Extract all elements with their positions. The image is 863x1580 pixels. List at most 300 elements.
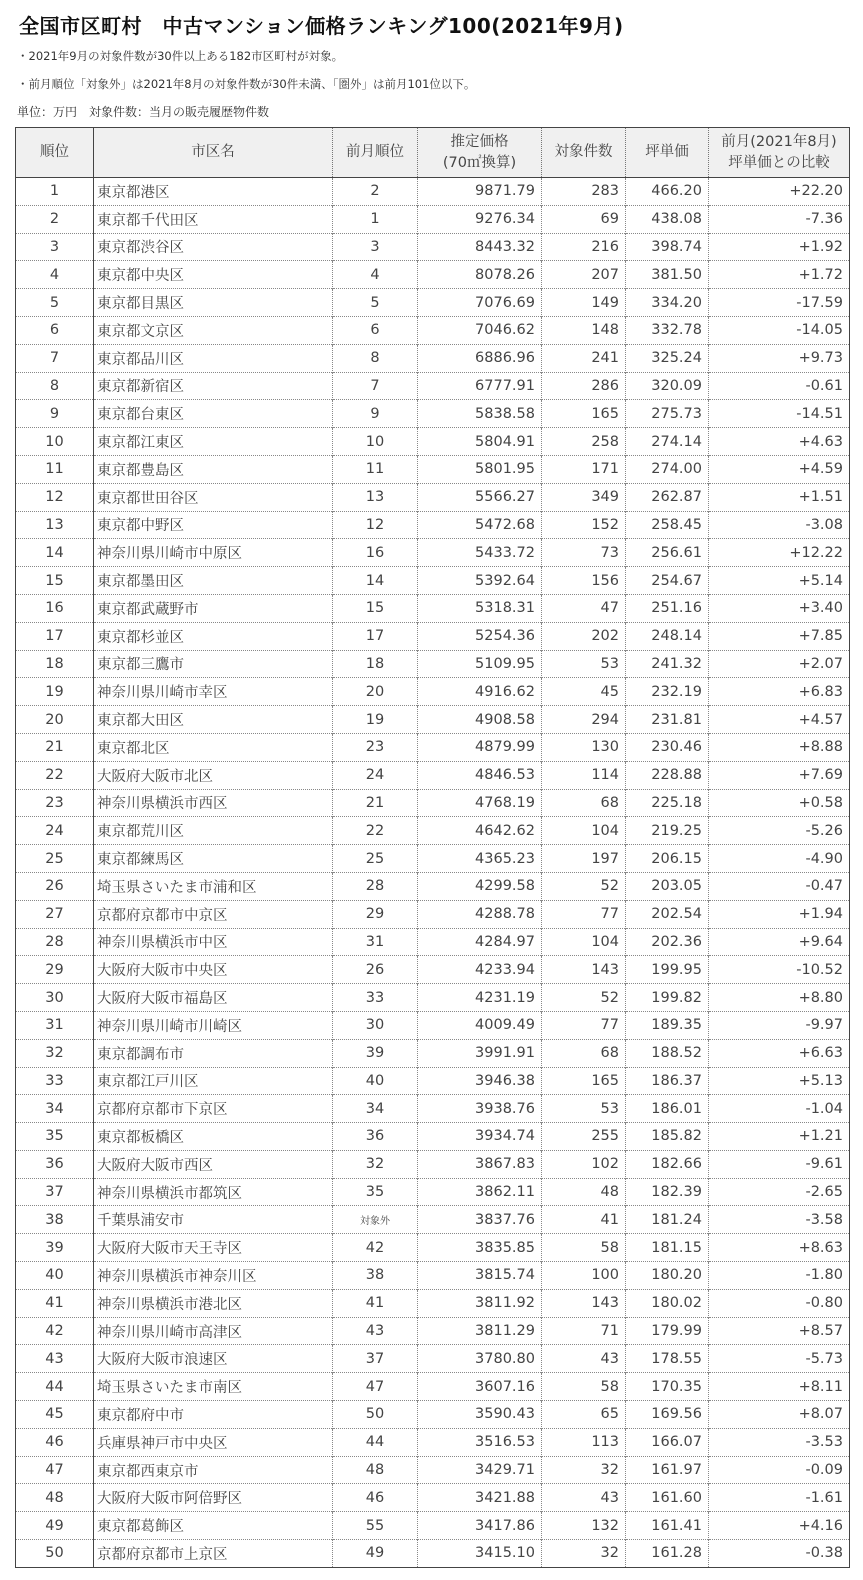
cell-tsubo: 181.15 (626, 1234, 709, 1262)
cell-diff: +8.80 (709, 984, 850, 1012)
cell-prev-rank: 15 (333, 594, 418, 622)
cell-price: 3607.16 (418, 1373, 542, 1401)
table-row (16, 1123, 850, 1151)
cell-name: 大阪府大阪市北区 (94, 761, 333, 789)
cell-name: 京都府京都市中京区 (94, 900, 333, 928)
cell-price: 4768.19 (418, 789, 542, 817)
cell-rank: 11 (16, 455, 94, 483)
cell-count: 165 (542, 1067, 626, 1095)
cell-rank: 23 (16, 789, 94, 817)
cell-tsubo: 325.24 (626, 344, 709, 372)
cell-price: 5254.36 (418, 622, 542, 650)
cell-diff: +4.57 (709, 706, 850, 734)
cell-prev-rank: 33 (333, 984, 418, 1012)
cell-diff: +9.73 (709, 344, 850, 372)
cell-prev-rank: 11 (333, 455, 418, 483)
cell-price: 4299.58 (418, 872, 542, 900)
cell-prev-rank: 32 (333, 1150, 418, 1178)
cell-name: 東京都中央区 (94, 261, 333, 289)
cell-count: 43 (542, 1484, 626, 1512)
cell-prev-rank: 5 (333, 289, 418, 317)
cell-count: 53 (542, 1095, 626, 1123)
cell-count: 32 (542, 1456, 626, 1484)
cell-count: 104 (542, 928, 626, 956)
cell-price: 3938.76 (418, 1095, 542, 1123)
cell-tsubo: 186.01 (626, 1095, 709, 1123)
cell-rank: 34 (16, 1095, 94, 1123)
table-row (16, 1484, 850, 1512)
cell-diff: -3.53 (709, 1428, 850, 1456)
table-row (16, 233, 850, 261)
cell-tsubo: 170.35 (626, 1373, 709, 1401)
cell-name: 東京都世田谷区 (94, 483, 333, 511)
table-row (16, 761, 850, 789)
cell-prev-rank: 29 (333, 900, 418, 928)
cell-prev-rank: 38 (333, 1262, 418, 1290)
table-body (16, 178, 850, 1568)
cell-name: 神奈川県横浜市港北区 (94, 1289, 333, 1317)
cell-diff: +5.13 (709, 1067, 850, 1095)
cell-rank: 50 (16, 1540, 94, 1568)
cell-count: 286 (542, 372, 626, 400)
cell-prev-rank: 40 (333, 1067, 418, 1095)
cell-price: 7046.62 (418, 316, 542, 344)
cell-price: 4908.58 (418, 706, 542, 734)
cell-count: 100 (542, 1262, 626, 1290)
cell-tsubo: 230.46 (626, 733, 709, 761)
ranking-table (15, 127, 850, 1568)
cell-name: 埼玉県さいたま市南区 (94, 1373, 333, 1401)
cell-count: 104 (542, 817, 626, 845)
header-diff-line2: 坪単価との比較 (728, 154, 830, 171)
cell-count: 132 (542, 1512, 626, 1540)
cell-price: 4288.78 (418, 900, 542, 928)
cell-diff: -5.26 (709, 817, 850, 845)
cell-diff: +8.07 (709, 1401, 850, 1429)
cell-diff: -1.04 (709, 1095, 850, 1123)
cell-prev-rank: 47 (333, 1373, 418, 1401)
cell-name: 東京都文京区 (94, 316, 333, 344)
table-row (16, 789, 850, 817)
cell-price: 4284.97 (418, 928, 542, 956)
table-row (16, 511, 850, 539)
cell-price: 3946.38 (418, 1067, 542, 1095)
cell-tsubo: 334.20 (626, 289, 709, 317)
cell-count: 32 (542, 1540, 626, 1568)
cell-diff: -0.80 (709, 1289, 850, 1317)
cell-price: 3934.74 (418, 1123, 542, 1151)
cell-diff: +12.22 (709, 539, 850, 567)
cell-name: 神奈川県川崎市幸区 (94, 678, 333, 706)
cell-price: 3590.43 (418, 1401, 542, 1429)
table-row (16, 428, 850, 456)
cell-price: 3811.29 (418, 1317, 542, 1345)
cell-diff: -10.52 (709, 956, 850, 984)
cell-tsubo: 274.14 (626, 428, 709, 456)
cell-price: 6777.91 (418, 372, 542, 400)
cell-price: 8078.26 (418, 261, 542, 289)
cell-rank: 47 (16, 1456, 94, 1484)
cell-price: 4916.62 (418, 678, 542, 706)
cell-count: 216 (542, 233, 626, 261)
cell-name: 大阪府大阪市西区 (94, 1150, 333, 1178)
cell-tsubo: 185.82 (626, 1123, 709, 1151)
table-row (16, 1150, 850, 1178)
cell-price: 3780.80 (418, 1345, 542, 1373)
table-row (16, 1317, 850, 1345)
cell-count: 58 (542, 1234, 626, 1262)
table-row (16, 1456, 850, 1484)
cell-rank: 13 (16, 511, 94, 539)
cell-price: 4233.94 (418, 956, 542, 984)
cell-price: 9871.79 (418, 178, 542, 206)
table-row (16, 372, 850, 400)
cell-tsubo: 274.00 (626, 455, 709, 483)
table-row (16, 483, 850, 511)
cell-diff: -5.73 (709, 1345, 850, 1373)
cell-tsubo: 275.73 (626, 400, 709, 428)
cell-rank: 40 (16, 1262, 94, 1290)
cell-rank: 24 (16, 817, 94, 845)
cell-name: 神奈川県川崎市中原区 (94, 539, 333, 567)
header-rank: 順位 (16, 128, 94, 178)
cell-price: 3429.71 (418, 1456, 542, 1484)
cell-rank: 45 (16, 1401, 94, 1429)
cell-tsubo: 166.07 (626, 1428, 709, 1456)
cell-count: 113 (542, 1428, 626, 1456)
cell-rank: 25 (16, 845, 94, 873)
cell-tsubo: 219.25 (626, 817, 709, 845)
cell-diff: -0.61 (709, 372, 850, 400)
table-row (16, 567, 850, 595)
table-row (16, 1289, 850, 1317)
cell-diff: +1.51 (709, 483, 850, 511)
cell-count: 143 (542, 956, 626, 984)
cell-diff: +8.57 (709, 1317, 850, 1345)
cell-count: 45 (542, 678, 626, 706)
cell-diff: +1.94 (709, 900, 850, 928)
cell-prev-rank: 43 (333, 1317, 418, 1345)
cell-diff: +7.85 (709, 622, 850, 650)
cell-tsubo: 225.18 (626, 789, 709, 817)
cell-diff: +1.72 (709, 261, 850, 289)
cell-name: 東京都練馬区 (94, 845, 333, 873)
cell-rank: 21 (16, 733, 94, 761)
cell-count: 41 (542, 1206, 626, 1234)
cell-rank: 12 (16, 483, 94, 511)
cell-price: 4009.49 (418, 1011, 542, 1039)
cell-prev-rank: 1 (333, 205, 418, 233)
cell-count: 202 (542, 622, 626, 650)
cell-rank: 17 (16, 622, 94, 650)
cell-diff: -7.36 (709, 205, 850, 233)
cell-name: 東京都武蔵野市 (94, 594, 333, 622)
cell-rank: 19 (16, 678, 94, 706)
cell-price: 3862.11 (418, 1178, 542, 1206)
cell-diff: +8.63 (709, 1234, 850, 1262)
cell-rank: 26 (16, 872, 94, 900)
cell-diff: +2.07 (709, 650, 850, 678)
cell-diff: +8.88 (709, 733, 850, 761)
cell-count: 47 (542, 594, 626, 622)
table-row (16, 1373, 850, 1401)
cell-prev-rank: 9 (333, 400, 418, 428)
cell-rank: 3 (16, 233, 94, 261)
cell-tsubo: 258.45 (626, 511, 709, 539)
cell-prev-rank: 50 (333, 1401, 418, 1429)
table-row (16, 1095, 850, 1123)
table-row (16, 205, 850, 233)
cell-name: 東京都港区 (94, 178, 333, 206)
cell-name: 東京都新宿区 (94, 372, 333, 400)
table-row (16, 1067, 850, 1095)
cell-count: 241 (542, 344, 626, 372)
cell-prev-rank: 48 (333, 1456, 418, 1484)
cell-tsubo: 179.99 (626, 1317, 709, 1345)
cell-name: 兵庫県神戸市中央区 (94, 1428, 333, 1456)
cell-prev-rank: 41 (333, 1289, 418, 1317)
table-row (16, 678, 850, 706)
cell-tsubo: 438.08 (626, 205, 709, 233)
cell-count: 255 (542, 1123, 626, 1151)
cell-rank: 1 (16, 178, 94, 206)
cell-name: 東京都中野区 (94, 511, 333, 539)
cell-diff: -0.47 (709, 872, 850, 900)
table-row (16, 1512, 850, 1540)
table-row (16, 1234, 850, 1262)
cell-name: 東京都大田区 (94, 706, 333, 734)
cell-name: 大阪府大阪市中央区 (94, 956, 333, 984)
table-row (16, 706, 850, 734)
cell-prev-rank: 24 (333, 761, 418, 789)
cell-tsubo: 231.81 (626, 706, 709, 734)
cell-prev-rank: 3 (333, 233, 418, 261)
cell-tsubo: 202.54 (626, 900, 709, 928)
cell-tsubo: 180.20 (626, 1262, 709, 1290)
cell-prev-rank: 2 (333, 178, 418, 206)
cell-count: 143 (542, 1289, 626, 1317)
cell-name: 大阪府大阪市天王寺区 (94, 1234, 333, 1262)
cell-prev-rank: 対象外 (333, 1206, 418, 1234)
cell-price: 4642.62 (418, 817, 542, 845)
cell-count: 68 (542, 789, 626, 817)
cell-tsubo: 398.74 (626, 233, 709, 261)
cell-prev-rank: 34 (333, 1095, 418, 1123)
cell-diff: +9.64 (709, 928, 850, 956)
cell-name: 東京都台東区 (94, 400, 333, 428)
cell-rank: 41 (16, 1289, 94, 1317)
cell-tsubo: 248.14 (626, 622, 709, 650)
cell-rank: 2 (16, 205, 94, 233)
cell-prev-rank: 14 (333, 567, 418, 595)
cell-rank: 27 (16, 900, 94, 928)
cell-tsubo: 161.41 (626, 1512, 709, 1540)
cell-prev-rank: 17 (333, 622, 418, 650)
page-title: 全国市区町村 中古マンション価格ランキング100(2021年9月) (19, 14, 624, 38)
cell-rank: 16 (16, 594, 94, 622)
cell-price: 4846.53 (418, 761, 542, 789)
table-row (16, 455, 850, 483)
cell-prev-rank: 49 (333, 1540, 418, 1568)
cell-prev-rank: 22 (333, 817, 418, 845)
cell-name: 埼玉県さいたま市浦和区 (94, 872, 333, 900)
cell-name: 神奈川県横浜市都筑区 (94, 1178, 333, 1206)
table-row (16, 178, 850, 206)
cell-price: 3421.88 (418, 1484, 542, 1512)
table-row (16, 650, 850, 678)
table-row (16, 1206, 850, 1234)
cell-count: 149 (542, 289, 626, 317)
cell-tsubo: 203.05 (626, 872, 709, 900)
cell-diff: -1.61 (709, 1484, 850, 1512)
cell-price: 5318.31 (418, 594, 542, 622)
cell-diff: -3.58 (709, 1206, 850, 1234)
table-row (16, 289, 850, 317)
cell-name: 東京都目黒区 (94, 289, 333, 317)
cell-price: 3837.76 (418, 1206, 542, 1234)
cell-tsubo: 180.02 (626, 1289, 709, 1317)
cell-tsubo: 161.28 (626, 1540, 709, 1568)
header-diff (709, 128, 850, 178)
cell-prev-rank: 55 (333, 1512, 418, 1540)
cell-diff: -9.97 (709, 1011, 850, 1039)
cell-tsubo: 241.32 (626, 650, 709, 678)
cell-name: 東京都豊島区 (94, 455, 333, 483)
cell-rank: 39 (16, 1234, 94, 1262)
unit-line: 単位：万円 対象件数：当月の販売履歴物件数 (17, 105, 270, 119)
table-row (16, 817, 850, 845)
cell-tsubo: 181.24 (626, 1206, 709, 1234)
cell-diff: +22.20 (709, 178, 850, 206)
cell-rank: 28 (16, 928, 94, 956)
cell-rank: 30 (16, 984, 94, 1012)
cell-name: 東京都府中市 (94, 1401, 333, 1429)
table-row (16, 1178, 850, 1206)
cell-rank: 33 (16, 1067, 94, 1095)
cell-prev-rank: 16 (333, 539, 418, 567)
cell-name: 東京都板橋区 (94, 1123, 333, 1151)
table-row (16, 1262, 850, 1290)
note-prev-rank-legend: ・前月順位「対象外」は2021年8月の対象件数が30件未満、「圏外」は前月101位以下。 (17, 77, 476, 91)
cell-prev-rank: 36 (333, 1123, 418, 1151)
cell-count: 53 (542, 650, 626, 678)
cell-count: 68 (542, 1039, 626, 1067)
table-row (16, 344, 850, 372)
cell-prev-rank: 28 (333, 872, 418, 900)
cell-diff: +7.69 (709, 761, 850, 789)
cell-diff: +4.63 (709, 428, 850, 456)
cell-count: 52 (542, 872, 626, 900)
cell-diff: +6.83 (709, 678, 850, 706)
table-row (16, 1428, 850, 1456)
cell-tsubo: 202.36 (626, 928, 709, 956)
cell-rank: 44 (16, 1373, 94, 1401)
cell-name: 東京都杉並区 (94, 622, 333, 650)
cell-name: 東京都葛飾区 (94, 1512, 333, 1540)
cell-tsubo: 186.37 (626, 1067, 709, 1095)
table-row (16, 733, 850, 761)
cell-count: 114 (542, 761, 626, 789)
cell-diff: -3.08 (709, 511, 850, 539)
cell-diff: -2.65 (709, 1178, 850, 1206)
cell-price: 5838.58 (418, 400, 542, 428)
cell-rank: 31 (16, 1011, 94, 1039)
cell-diff: -17.59 (709, 289, 850, 317)
cell-tsubo: 332.78 (626, 316, 709, 344)
cell-price: 4231.19 (418, 984, 542, 1012)
note-target-criteria: ・2021年9月の対象件数が30件以上ある182市区町村が対象。 (17, 49, 344, 63)
cell-name: 京都府京都市上京区 (94, 1540, 333, 1568)
table-row (16, 594, 850, 622)
cell-name: 東京都千代田区 (94, 205, 333, 233)
cell-count: 130 (542, 733, 626, 761)
cell-tsubo: 206.15 (626, 845, 709, 873)
cell-count: 43 (542, 1345, 626, 1373)
cell-price: 5472.68 (418, 511, 542, 539)
cell-prev-rank: 20 (333, 678, 418, 706)
cell-count: 294 (542, 706, 626, 734)
header-name: 市区名 (94, 128, 333, 178)
cell-count: 283 (542, 178, 626, 206)
cell-prev-rank: 6 (333, 316, 418, 344)
cell-tsubo: 232.19 (626, 678, 709, 706)
table-row (16, 845, 850, 873)
table-row (16, 539, 850, 567)
cell-diff: -14.51 (709, 400, 850, 428)
cell-count: 258 (542, 428, 626, 456)
table-row (16, 956, 850, 984)
header-price-line1: 推定価格 (450, 133, 509, 150)
table-row (16, 984, 850, 1012)
cell-rank: 36 (16, 1150, 94, 1178)
cell-name: 東京都北区 (94, 733, 333, 761)
cell-rank: 10 (16, 428, 94, 456)
header-price (418, 128, 542, 178)
cell-name: 神奈川県横浜市中区 (94, 928, 333, 956)
cell-count: 73 (542, 539, 626, 567)
cell-rank: 7 (16, 344, 94, 372)
cell-prev-rank: 23 (333, 733, 418, 761)
header-count: 対象件数 (542, 128, 626, 178)
cell-prev-rank: 10 (333, 428, 418, 456)
cell-name: 東京都品川区 (94, 344, 333, 372)
table-row (16, 1011, 850, 1039)
cell-diff: +4.16 (709, 1512, 850, 1540)
cell-tsubo: 188.52 (626, 1039, 709, 1067)
cell-tsubo: 199.82 (626, 984, 709, 1012)
cell-prev-rank: 26 (333, 956, 418, 984)
cell-tsubo: 182.66 (626, 1150, 709, 1178)
cell-prev-rank: 37 (333, 1345, 418, 1373)
cell-prev-rank: 39 (333, 1039, 418, 1067)
cell-rank: 49 (16, 1512, 94, 1540)
table-row (16, 1345, 850, 1373)
cell-prev-rank: 7 (333, 372, 418, 400)
header-tsubo: 坪単価 (626, 128, 709, 178)
cell-prev-rank: 4 (333, 261, 418, 289)
cell-rank: 15 (16, 567, 94, 595)
cell-price: 7076.69 (418, 289, 542, 317)
cell-price: 3811.92 (418, 1289, 542, 1317)
table-row (16, 1401, 850, 1429)
cell-name: 京都府京都市下京区 (94, 1095, 333, 1123)
cell-diff: -14.05 (709, 316, 850, 344)
cell-prev-rank: 12 (333, 511, 418, 539)
cell-diff: +0.58 (709, 789, 850, 817)
cell-name: 東京都江東区 (94, 428, 333, 456)
cell-price: 3815.74 (418, 1262, 542, 1290)
cell-rank: 4 (16, 261, 94, 289)
